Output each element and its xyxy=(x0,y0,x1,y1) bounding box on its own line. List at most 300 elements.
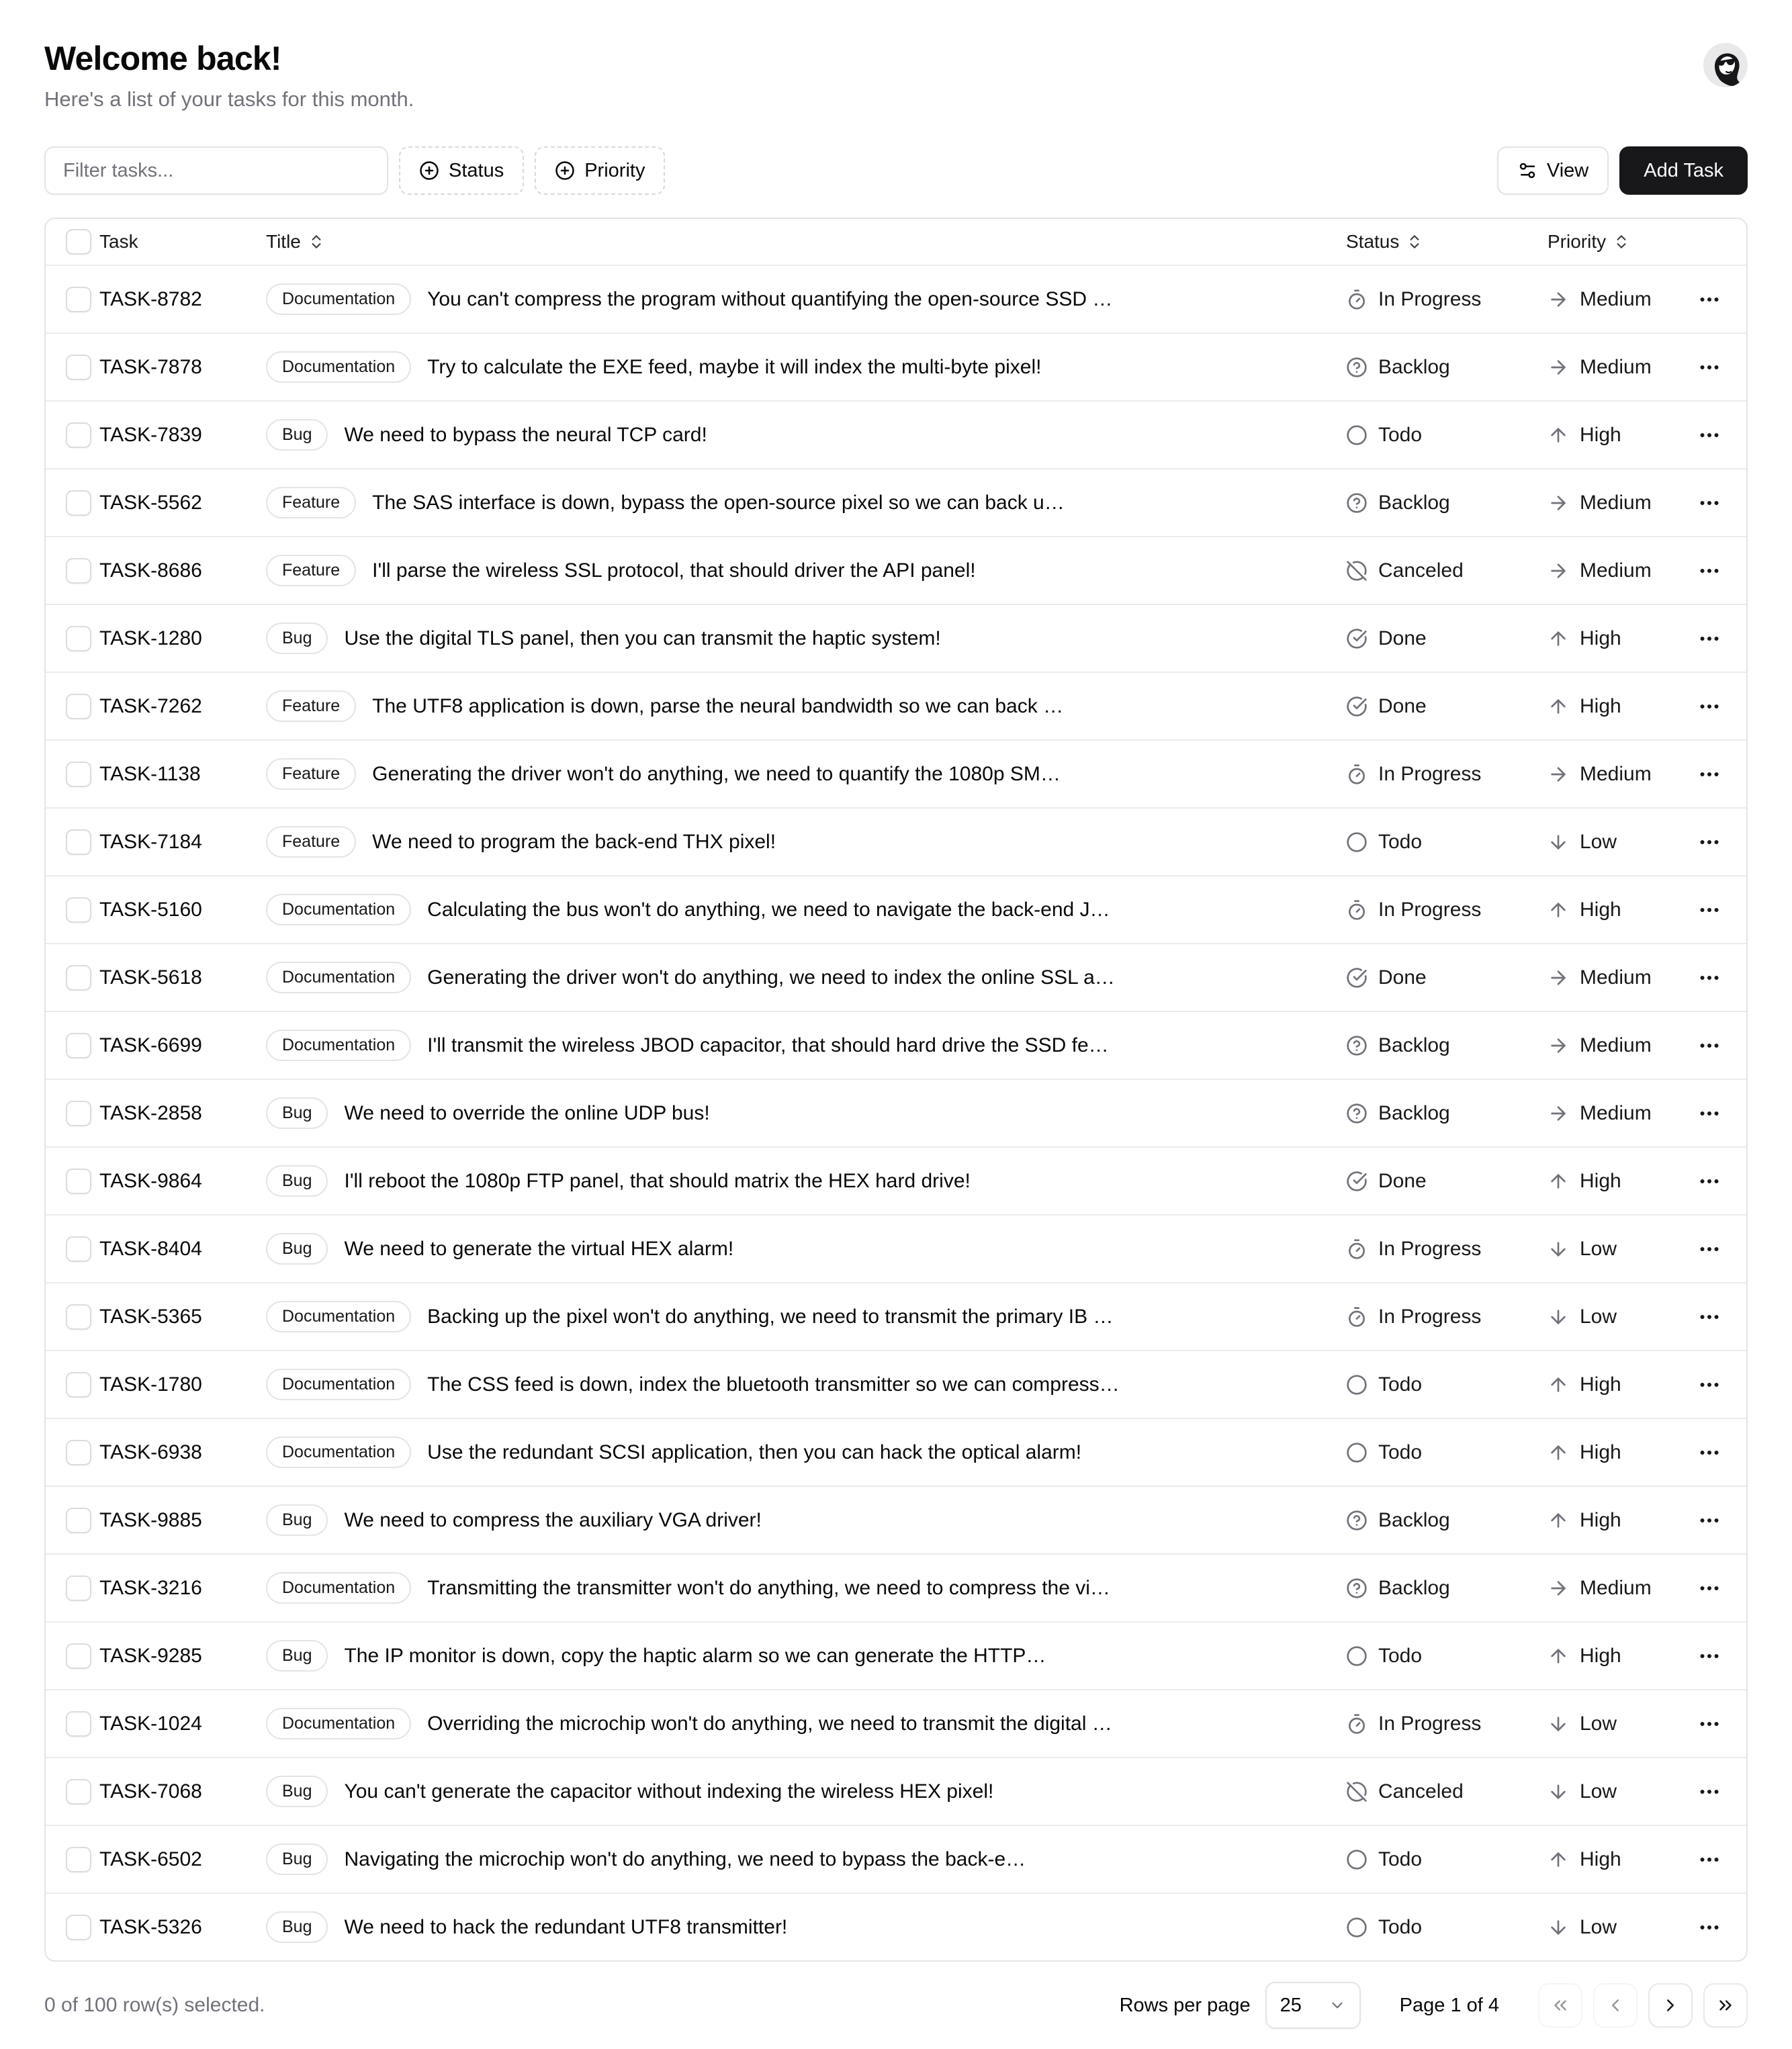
more-horizontal-icon xyxy=(1697,1305,1721,1329)
status-label: Done xyxy=(1378,627,1427,649)
row-actions-button[interactable] xyxy=(1686,1841,1733,1878)
arrow-down-icon xyxy=(1548,1917,1569,1938)
task-title: Backing up the pixel won't do anything, we need to transmit the primary IB … xyxy=(427,1305,1114,1328)
priority-cell xyxy=(1548,424,1686,447)
task-id: TASK-7262 xyxy=(99,694,202,717)
row-checkbox[interactable] xyxy=(66,1101,91,1126)
task-title: The SAS interface is down, bypass the open-source pixel so we can back u… xyxy=(372,491,1065,514)
add-task-button[interactable] xyxy=(1619,146,1748,195)
more-horizontal-icon xyxy=(1697,1373,1721,1397)
status-label: Todo xyxy=(1378,1915,1423,1938)
row-actions-button[interactable] xyxy=(1686,1637,1733,1675)
priority-cell xyxy=(1548,695,1686,718)
more-horizontal-icon xyxy=(1697,1644,1721,1668)
timer-icon xyxy=(1346,899,1368,921)
help-circle-icon xyxy=(1346,1578,1368,1599)
more-horizontal-icon xyxy=(1697,287,1721,312)
help-circle-icon xyxy=(1346,492,1368,514)
chevrons-up-down-icon xyxy=(1613,233,1630,251)
circle-icon xyxy=(1346,1917,1368,1938)
priority-label: Low xyxy=(1580,1237,1617,1260)
row-actions-button[interactable] xyxy=(1686,1773,1733,1811)
status-cell xyxy=(1346,763,1548,786)
task-column-header: Task xyxy=(99,231,138,252)
arrow-right-icon xyxy=(1548,357,1569,378)
row-actions-button[interactable] xyxy=(1686,1434,1733,1471)
row-actions-button[interactable] xyxy=(1686,823,1733,861)
priority-filter-button[interactable] xyxy=(535,146,665,195)
priority-cell xyxy=(1548,1306,1686,1328)
priority-cell xyxy=(1548,492,1686,514)
row-actions-button[interactable] xyxy=(1686,620,1733,657)
row-checkbox[interactable] xyxy=(66,626,91,651)
status-label: Backlog xyxy=(1378,1576,1450,1599)
task-id: TASK-6502 xyxy=(99,1848,202,1870)
more-horizontal-icon xyxy=(1697,627,1721,651)
label-badge: Documentation xyxy=(266,962,411,993)
previous-page-button[interactable] xyxy=(1593,1983,1638,2028)
more-horizontal-icon xyxy=(1697,898,1721,922)
arrow-up-icon xyxy=(1548,424,1569,446)
rows-per-page-value: 25 xyxy=(1280,1994,1302,2016)
task-title: Navigating the microchip won't do anything, we need to bypass the back-e… xyxy=(344,1848,1026,1870)
first-page-button[interactable] xyxy=(1538,1983,1582,2028)
table-row xyxy=(46,1553,1746,1621)
arrow-down-icon xyxy=(1548,1781,1569,1803)
task-id: TASK-1780 xyxy=(99,1373,202,1396)
row-actions-button[interactable] xyxy=(1686,484,1733,522)
task-title: We need to hack the redundant UTF8 transmitter! xyxy=(344,1915,788,1938)
row-actions-button[interactable] xyxy=(1686,349,1733,386)
priority-label: High xyxy=(1580,694,1621,717)
sort-status-button[interactable] xyxy=(1346,231,1423,253)
priority-cell xyxy=(1548,288,1686,311)
arrow-up-icon xyxy=(1548,1171,1569,1192)
table-row xyxy=(46,265,1746,332)
row-checkbox[interactable] xyxy=(66,1304,91,1330)
row-actions-button[interactable] xyxy=(1686,959,1733,997)
row-actions-button[interactable] xyxy=(1686,1027,1733,1064)
more-horizontal-icon xyxy=(1697,559,1721,583)
arrow-up-icon xyxy=(1548,696,1569,717)
status-cell xyxy=(1346,1848,1548,1871)
circle-icon xyxy=(1346,831,1368,853)
row-checkbox[interactable] xyxy=(66,1576,91,1601)
label-badge: Bug xyxy=(266,1640,328,1672)
status-column-header: Status xyxy=(1346,231,1400,252)
status-cell xyxy=(1346,627,1548,650)
row-actions-button[interactable] xyxy=(1686,891,1733,929)
task-id: TASK-5618 xyxy=(99,966,202,989)
priority-cell xyxy=(1548,1373,1686,1396)
table-row xyxy=(46,1486,1746,1553)
label-badge: Documentation xyxy=(266,1437,411,1468)
task-title: The IP monitor is down, copy the haptic alarm so we can generate the HTTP… xyxy=(344,1644,1046,1667)
label-badge: Feature xyxy=(266,826,356,858)
priority-label: Low xyxy=(1580,1305,1617,1328)
row-checkbox[interactable] xyxy=(66,558,91,584)
task-id: TASK-8782 xyxy=(99,287,202,310)
arrow-down-icon xyxy=(1548,1713,1569,1735)
status-cell xyxy=(1346,1509,1548,1532)
label-badge: Bug xyxy=(266,1097,328,1129)
row-actions-button[interactable] xyxy=(1686,1502,1733,1539)
status-cell xyxy=(1346,1916,1548,1939)
rows-per-page-label: Rows per page xyxy=(1119,1994,1251,2016)
priority-cell xyxy=(1548,1645,1686,1668)
row-actions-button[interactable] xyxy=(1686,552,1733,590)
circle-icon xyxy=(1346,424,1368,446)
timer-icon xyxy=(1346,1713,1368,1735)
table-row xyxy=(46,400,1746,468)
task-title: I'll parse the wireless SSL protocol, that should driver the API panel! xyxy=(372,559,976,582)
table-row xyxy=(46,468,1746,536)
chevrons-left-icon xyxy=(1550,1995,1570,2015)
circle-plus-icon xyxy=(419,161,439,181)
status-label: Done xyxy=(1378,1169,1427,1192)
priority-label: Medium xyxy=(1580,559,1652,582)
view-button[interactable] xyxy=(1497,146,1609,195)
more-horizontal-icon xyxy=(1697,1034,1721,1058)
arrow-up-icon xyxy=(1548,1510,1569,1531)
status-label: In Progress xyxy=(1378,1237,1482,1260)
timer-icon xyxy=(1346,1306,1368,1328)
more-horizontal-icon xyxy=(1697,1441,1721,1465)
page-header xyxy=(44,39,1748,111)
arrow-right-icon xyxy=(1548,492,1569,514)
label-badge: Bug xyxy=(266,1843,328,1875)
task-title: Generating the driver won't do anything, we need to index the online SSL a… xyxy=(427,966,1115,989)
row-checkbox[interactable] xyxy=(66,1033,91,1058)
row-actions-button[interactable] xyxy=(1686,756,1733,793)
row-checkbox[interactable] xyxy=(66,1711,91,1737)
timer-icon xyxy=(1346,764,1368,785)
priority-label: Medium xyxy=(1580,762,1652,785)
row-checkbox[interactable] xyxy=(66,1440,91,1465)
status-label: Canceled xyxy=(1378,559,1464,582)
priority-label: High xyxy=(1580,1508,1621,1531)
status-label: Backlog xyxy=(1378,1508,1450,1531)
arrow-up-icon xyxy=(1548,1645,1569,1667)
more-horizontal-icon xyxy=(1697,1848,1721,1872)
priority-label: High xyxy=(1580,1169,1621,1192)
arrow-up-icon xyxy=(1548,1849,1569,1870)
circle-icon xyxy=(1346,1442,1368,1463)
table-row xyxy=(46,1214,1746,1282)
status-label: Done xyxy=(1378,694,1427,717)
circle-check-icon xyxy=(1346,696,1368,717)
task-id: TASK-2858 xyxy=(99,1101,202,1124)
status-cell xyxy=(1346,424,1548,447)
priority-label: High xyxy=(1580,423,1621,446)
status-cell xyxy=(1346,695,1548,718)
arrow-up-icon xyxy=(1548,1442,1569,1463)
task-title: The CSS feed is down, index the bluetooth transmitter so we can compress… xyxy=(427,1373,1120,1396)
more-horizontal-icon xyxy=(1697,1915,1721,1940)
row-actions-button[interactable] xyxy=(1686,1230,1733,1268)
arrow-right-icon xyxy=(1548,1103,1569,1124)
task-id: TASK-5365 xyxy=(99,1305,202,1328)
status-cell xyxy=(1346,1577,1548,1600)
task-id: TASK-7878 xyxy=(99,355,202,378)
table-row xyxy=(46,1893,1746,1960)
row-checkbox[interactable] xyxy=(66,829,91,855)
help-circle-icon xyxy=(1346,357,1368,378)
row-checkbox[interactable] xyxy=(66,1372,91,1398)
task-id: TASK-1024 xyxy=(99,1712,202,1735)
more-horizontal-icon xyxy=(1697,966,1721,990)
table-row xyxy=(46,1689,1746,1757)
status-cell xyxy=(1346,356,1548,379)
user-avatar[interactable] xyxy=(1703,43,1748,87)
priority-cell xyxy=(1548,1238,1686,1261)
status-cell xyxy=(1346,1102,1548,1125)
label-badge: Documentation xyxy=(266,283,411,315)
priority-cell xyxy=(1548,1102,1686,1125)
priority-cell xyxy=(1548,763,1686,786)
arrow-right-icon xyxy=(1548,967,1569,989)
pagination-controls xyxy=(1120,1982,1748,2029)
circle-off-icon xyxy=(1346,1781,1368,1803)
status-label: Todo xyxy=(1378,1848,1423,1870)
task-title: We need to generate the virtual HEX alarm! xyxy=(344,1237,734,1260)
status-label: In Progress xyxy=(1378,762,1482,785)
priority-label: High xyxy=(1580,1373,1621,1396)
label-badge: Documentation xyxy=(266,1030,411,1061)
status-cell xyxy=(1346,1170,1548,1193)
priority-label: Medium xyxy=(1580,491,1652,514)
task-title: Try to calculate the EXE feed, maybe it will index the multi-byte pixel! xyxy=(427,355,1042,378)
rows-per-page-select[interactable] xyxy=(1265,1982,1361,2029)
row-actions-button[interactable] xyxy=(1686,1163,1733,1200)
status-label: In Progress xyxy=(1378,1712,1482,1735)
task-id: TASK-7184 xyxy=(99,830,202,853)
label-badge: Documentation xyxy=(266,1708,411,1739)
more-horizontal-icon xyxy=(1697,423,1721,447)
table-row xyxy=(46,1011,1746,1079)
task-id: TASK-5160 xyxy=(99,898,202,921)
task-id: TASK-5326 xyxy=(99,1915,202,1938)
priority-cell xyxy=(1548,627,1686,650)
label-badge: Bug xyxy=(266,1233,328,1265)
status-label: Done xyxy=(1378,966,1427,989)
circle-icon xyxy=(1346,1645,1368,1667)
label-badge: Bug xyxy=(266,1504,328,1536)
row-checkbox[interactable] xyxy=(66,897,91,923)
filter-tasks-input[interactable] xyxy=(44,146,388,195)
circle-check-icon xyxy=(1346,967,1368,989)
row-actions-button[interactable] xyxy=(1686,1909,1733,1946)
priority-filter-label: Priority xyxy=(584,159,645,181)
arrow-right-icon xyxy=(1548,560,1569,582)
row-checkbox[interactable] xyxy=(66,355,91,380)
task-id: TASK-3216 xyxy=(99,1576,202,1599)
priority-cell xyxy=(1548,1509,1686,1532)
more-horizontal-icon xyxy=(1697,1237,1721,1261)
priority-label: Medium xyxy=(1580,1576,1652,1599)
row-checkbox[interactable] xyxy=(66,1169,91,1194)
arrow-right-icon xyxy=(1548,1578,1569,1599)
priority-cell xyxy=(1548,1848,1686,1871)
priority-label: Medium xyxy=(1580,355,1652,378)
next-page-button[interactable] xyxy=(1648,1983,1693,2028)
chevrons-up-down-icon xyxy=(308,233,325,251)
label-badge: Bug xyxy=(266,1165,328,1197)
row-checkbox[interactable] xyxy=(66,1508,91,1533)
priority-cell xyxy=(1548,559,1686,582)
table-row xyxy=(46,1146,1746,1214)
label-badge: Bug xyxy=(266,419,328,451)
status-label: Backlog xyxy=(1378,355,1450,378)
more-horizontal-icon xyxy=(1697,1101,1721,1126)
view-button-label: View xyxy=(1546,159,1589,181)
row-checkbox[interactable] xyxy=(66,965,91,991)
title-column-header: Title xyxy=(266,231,301,252)
more-horizontal-icon xyxy=(1697,355,1721,379)
priority-cell xyxy=(1548,1916,1686,1939)
pager xyxy=(1538,1983,1748,2028)
more-horizontal-icon xyxy=(1697,1508,1721,1533)
tasks-table xyxy=(44,218,1748,1962)
table-row xyxy=(46,1757,1746,1825)
circle-off-icon xyxy=(1346,560,1368,582)
table-row xyxy=(46,943,1746,1011)
circle-icon xyxy=(1346,1849,1368,1870)
label-badge: Documentation xyxy=(266,894,411,925)
status-label: Canceled xyxy=(1378,1780,1464,1803)
task-title: You can't generate the capacitor without indexing the wireless HEX pixel! xyxy=(344,1780,994,1803)
task-id: TASK-6938 xyxy=(99,1441,202,1463)
user-avatar-image xyxy=(1703,43,1748,87)
priority-column-header: Priority xyxy=(1548,231,1607,252)
label-badge: Documentation xyxy=(266,1369,411,1400)
task-id: TASK-7068 xyxy=(99,1780,202,1803)
status-cell xyxy=(1346,1306,1548,1328)
row-checkbox[interactable] xyxy=(66,1779,91,1805)
priority-cell xyxy=(1548,1713,1686,1735)
priority-label: High xyxy=(1580,1644,1621,1667)
label-badge: Feature xyxy=(266,690,356,722)
row-actions-button[interactable] xyxy=(1686,1298,1733,1336)
status-label: Backlog xyxy=(1378,1101,1450,1124)
priority-label: Low xyxy=(1580,830,1617,853)
task-title: Calculating the bus won't do anything, we need to navigate the back-end J… xyxy=(427,898,1110,921)
row-checkbox[interactable] xyxy=(66,1915,91,1940)
priority-cell xyxy=(1548,1170,1686,1193)
row-checkbox[interactable] xyxy=(66,762,91,787)
table-row xyxy=(46,1418,1746,1486)
arrow-down-icon xyxy=(1548,1306,1569,1328)
task-title: Generating the driver won't do anything, we need to quantify the 1080p SM… xyxy=(372,762,1061,785)
row-checkbox[interactable] xyxy=(66,1643,91,1669)
page-subtitle: Here's a list of your tasks for this month. xyxy=(44,87,414,111)
chevron-right-icon xyxy=(1660,1995,1681,2015)
row-actions-button[interactable] xyxy=(1686,688,1733,725)
circle-check-icon xyxy=(1346,1171,1368,1192)
status-cell xyxy=(1346,831,1548,854)
page-title: Welcome back! xyxy=(44,40,281,77)
task-id: TASK-6699 xyxy=(99,1034,202,1056)
task-id: TASK-8686 xyxy=(99,559,202,582)
task-id: TASK-1280 xyxy=(99,627,202,649)
row-actions-button[interactable] xyxy=(1686,1705,1733,1743)
chevrons-right-icon xyxy=(1715,1995,1736,2015)
status-label: In Progress xyxy=(1378,898,1482,921)
task-title: You can't compress the program without quantifying the open-source SSD … xyxy=(427,287,1113,310)
toolbar xyxy=(44,146,1748,195)
row-checkbox[interactable] xyxy=(66,694,91,719)
table-row xyxy=(46,875,1746,943)
row-actions-button[interactable] xyxy=(1686,1366,1733,1404)
circle-icon xyxy=(1346,1374,1368,1396)
priority-label: Low xyxy=(1580,1915,1617,1938)
task-title: Overriding the microchip won't do anything, we need to transmit the digital … xyxy=(427,1712,1112,1735)
row-checkbox[interactable] xyxy=(66,287,91,312)
row-actions-button[interactable] xyxy=(1686,281,1733,318)
chevron-down-icon xyxy=(1329,1997,1346,2014)
priority-cell xyxy=(1548,899,1686,921)
task-title: We need to program the back-end THX pixel! xyxy=(372,830,776,853)
more-horizontal-icon xyxy=(1697,1169,1721,1193)
task-id: TASK-5562 xyxy=(99,491,202,514)
arrow-up-icon xyxy=(1548,899,1569,921)
priority-label: Medium xyxy=(1580,1034,1652,1056)
table-footer xyxy=(44,1982,1748,2029)
status-cell xyxy=(1346,1238,1548,1261)
more-horizontal-icon xyxy=(1697,694,1721,719)
priority-label: Medium xyxy=(1580,287,1652,310)
help-circle-icon xyxy=(1346,1510,1368,1531)
status-filter-button[interactable] xyxy=(399,146,524,195)
more-horizontal-icon xyxy=(1697,491,1721,515)
sliders-icon xyxy=(1517,161,1537,181)
label-badge: Bug xyxy=(266,1776,328,1807)
status-cell xyxy=(1346,1713,1548,1735)
sort-priority-button[interactable] xyxy=(1548,231,1630,253)
table-row xyxy=(46,1079,1746,1146)
priority-cell xyxy=(1548,356,1686,379)
priority-label: Low xyxy=(1580,1780,1617,1803)
select-all-checkbox[interactable] xyxy=(66,229,91,255)
row-checkbox[interactable] xyxy=(66,490,91,516)
task-id: TASK-8404 xyxy=(99,1237,202,1260)
row-actions-button[interactable] xyxy=(1686,1569,1733,1607)
row-checkbox[interactable] xyxy=(66,1236,91,1262)
priority-label: High xyxy=(1580,1441,1621,1463)
row-actions-button[interactable] xyxy=(1686,416,1733,454)
last-page-button[interactable] xyxy=(1703,1983,1748,2028)
page-indicator: Page 1 of 4 xyxy=(1399,1994,1499,2016)
more-horizontal-icon xyxy=(1697,1712,1721,1736)
priority-label: High xyxy=(1580,898,1621,921)
selection-count: 0 of 100 row(s) selected. xyxy=(44,1994,265,2016)
sort-title-button[interactable] xyxy=(266,231,325,253)
more-horizontal-icon xyxy=(1697,1780,1721,1804)
row-checkbox[interactable] xyxy=(66,1847,91,1872)
help-circle-icon xyxy=(1346,1103,1368,1124)
table-row xyxy=(46,672,1746,739)
status-label: Todo xyxy=(1378,1373,1423,1396)
circle-plus-icon xyxy=(555,161,575,181)
table-row xyxy=(46,1350,1746,1418)
row-actions-button[interactable] xyxy=(1686,1095,1733,1132)
label-badge: Feature xyxy=(266,758,356,790)
page-header-text xyxy=(44,39,414,111)
more-horizontal-icon xyxy=(1697,762,1721,786)
table-row xyxy=(46,1825,1746,1893)
status-label: Backlog xyxy=(1378,491,1450,514)
row-checkbox[interactable] xyxy=(66,422,91,448)
